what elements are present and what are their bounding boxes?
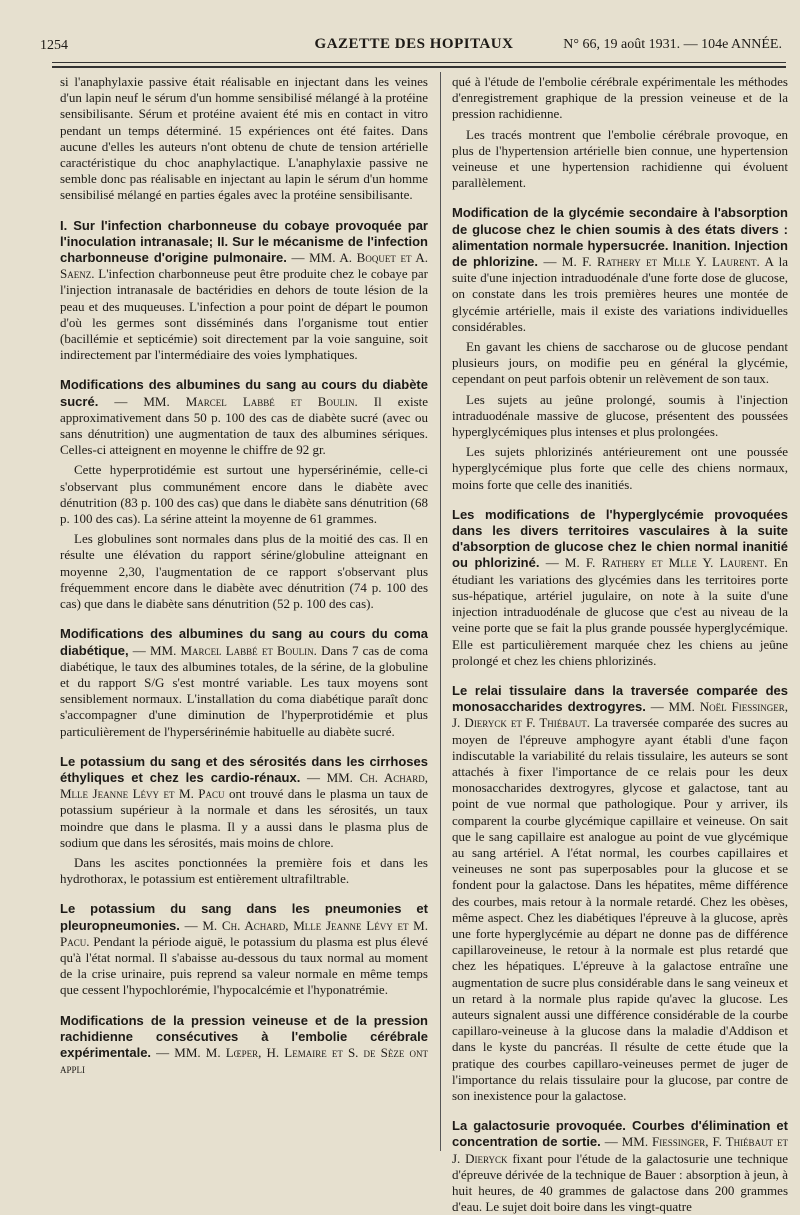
section-authors: — MM. A. Boquet et A. Saenz. bbox=[60, 250, 428, 282]
column-divider bbox=[440, 72, 441, 1151]
section-paragraph: Les sujets phlorizinés antérieurement ont une poussée hyperglycémique plus forte que celle des chiens normaux, moins forte que celle des inanitiés. bbox=[452, 444, 788, 492]
section-authors: — MM. M. Lœper, H. Lemaire et S. de Sèze ont appli bbox=[60, 1044, 428, 1077]
section-heading: Modifications des albumines du sang au cours du coma diabétique, bbox=[60, 626, 428, 658]
section-glycemie-absorption bbox=[452, 205, 788, 492]
section-paragraph: En gavant les chiens de saccharose ou de glucose pendant plusieurs jours, on modifie peu en général la glycémie, cependant on peut parfois obtenir un relèvement de son taux. bbox=[452, 339, 788, 387]
section-body: ont trouvé dans le plasma un taux de potassium supérieur à la normale et dans les sérosités, un taux moindre que dans le plasma. Il y a aussi dans le plasma plus de sodium que dans les sérosités, mais moins de chlore. bbox=[60, 786, 429, 850]
section-authors: — M. F. Rathery et Mlle Y. Laurent. bbox=[543, 254, 760, 270]
section-infection-charbonneuse bbox=[60, 218, 428, 364]
page-header bbox=[36, 36, 792, 58]
section-heading: Le relai tissulaire dans la traversée comparée des monosaccharides dextrogyres. bbox=[452, 682, 788, 715]
section-potassium-cirrhoses bbox=[60, 754, 428, 888]
section-paragraph: Les sujets au jeûne prolongé, soumis à l'injection intraduodénale massive de glucose, présentent des poussées hyperglycémiques plus intenses et plus prolongées. bbox=[452, 391, 788, 440]
section-relai-tissulaire bbox=[452, 683, 788, 1104]
left-column bbox=[60, 74, 428, 1151]
right-column bbox=[452, 74, 789, 1215]
section-heading: Les modifications de l'hyperglycémie provoquées dans les divers territoires vasculaires à la suite d'absorption de glucose chez le chien normal inanitié ou phloriziné. bbox=[452, 506, 788, 571]
section-body: En étudiant les variations des glycémies dans les territoires porte sus-hépatique, artériel jugulaire, on note à la suite d'une injection intraduodénale de glucose que c'est au niveau de la veine porte que se fait la plus grande poussée hyperglycémique. Elle est particulièrement marquée chez les chiens au jeûne prolongé et chez les chiens phlorizinés. bbox=[452, 555, 789, 668]
section-paragraph: Les tracés montrent que l'embolie cérébrale provoque, en plus de l'hypertension artérielle bien connue, une hypertension veineuse et une hypertension rachidienne qui évoluent parallèlement. bbox=[452, 126, 788, 191]
section-pression-veineuse bbox=[60, 1013, 428, 1078]
header-rule bbox=[52, 62, 786, 63]
section-body: fixant pour l'étude de la galactosurie une technique d'épreuve dérivée de la technique de Bauer : absorption à jeun, à huit heures, de 40 grammes de galactose dans 200 grammes d'eau. Le sujet doit boire dans les vingt-quatre bbox=[452, 1150, 788, 1215]
section-paragraph: Les globulines sont normales dans plus de la moitié des cas. Il en résulte une élévation du rapport sérine/globuline atteignant en moyenne 2,30, l'augmentation de ce rapport s'observant plus fréquemment encore dans le diabète avec dénutrition (74 p. 100 des cas) que dans le diabète sans dénutrition (52 p. 100 des cas). bbox=[60, 531, 428, 612]
section-authors: — MM. Marcel Labbé et Boulin. bbox=[114, 393, 358, 409]
section-body: La traversée comparée des sucres au moyen de l'épreuve amphogyre ayant établi d'une façon indiscutable la variabilité du relais tissulaire, les auteurs se sont attachés à fixer l'importance de ce relais pour les deux monosaccharides dextrogyres, glycose et galactose, tant au point de vue normal que pathologique. Pour y arriver, ils comparent la courbe glycémique capillaire et veineuse. On sait que le sang capillaire est analogue au point de vue glycémique au sang artériel. A l'état normal, les courbes capillaires et veineuses ne sont pas superposables pour la glucose et se fondent pour la galactose. Dans les hépatites, même différence des courbes, mais retour à la normale retardé. Chez les obèses, même aspect. Chez les diabétiques l'épreuve à la glucose, après une forte hyperglycémie au départ ne donne pas de différence capillaroveineuse, le retour à la normale est plus retardé que chez les hépatiques. L'épreuve à la galactose entraîne une augmentation de sucre plus considérable dans le sang veineux et un retard à la normale plus rapide qu'avec la glucose. Les auteurs signalent aussi une différence considérable de la courbe capillaro-veineuse à la glucose dans la maladie d'Addison et dans le kyste du pancréas. Il résulte de cette étude que la pratique des courbes capillaro-veineuses permet de juger de l'importance du relais tissulaire pour la glucose, par contre de son inexistence pour la galactose. bbox=[452, 715, 789, 1103]
section-heading: La galactosurie provoquée. Courbes d'élimination et concentration de sortie. bbox=[452, 1118, 788, 1150]
section-authors: — MM. Ch. Achard, Mlle Jeanne Lévy et M. Pacu bbox=[60, 769, 429, 802]
section-paragraph: Cette hyperprotidémie est surtout une hypersérinémie, celle-ci s'observant plus communément encore dans le diabète avec dénutrition (83 p. 100 des cas) que dans le diabète sans dénutrition (68 p. 100 des cas). La sérine atteint la moyenne de 61 grammes. bbox=[60, 462, 428, 527]
section-albumines-diabete bbox=[60, 377, 428, 612]
section-potassium-pneumonies bbox=[60, 901, 428, 998]
section-heading: Le potassium du sang et des sérosités dans les cirrhoses éthyliques et chez les cardio-rénaux. bbox=[60, 753, 428, 785]
section-albumines-coma bbox=[60, 626, 428, 739]
section-paragraph: Dans les ascites ponctionnées la première fois et dans les hydrothorax, le potassium est entièrement ultrafiltrable. bbox=[60, 854, 428, 887]
continued-paragraph: qué à l'étude de l'embolie cérébrale expérimentale les méthodes d'enregistrement graphique de la pression veineuse et de la pression rachidienne. bbox=[452, 74, 788, 122]
section-heading: Le potassium du sang dans les pneumonies et pleuropneumonies. bbox=[60, 901, 428, 933]
journal-title: GAZETTE DES HOPITAUX bbox=[314, 36, 514, 52]
section-heading: Modifications de la pression veineuse et de la pression rachidienne consécutives à l'embolie cérébrale expérimentale. bbox=[60, 1012, 428, 1060]
section-body: Dans 7 cas de coma diabétique, le taux des albumines totales, de la sérine, de la globuline et du rapport S/G s'est montré variable. Les taux moyens sont sensiblement normaux. L'installation du coma diabétique paraît donc s'accompagner d'une diminution de l'hyperprotidémie et plus particulièrement de l'hypersérinémie habituelle au diabète sucré. bbox=[60, 642, 429, 739]
intro-paragraph: si l'anaphylaxie passive était réalisable en injectant dans les veines d'un lapin neuf le sérum d'un homme sensibilisé mélangé à la protéine sensibilisante. Sérum et protéine avaient été mis en contact in vitro pendant un temps déterminé. 15 expériences ont été faites. Dans aucune d'elles les auteurs n'ont obtenu de chute de tension artérielle caractéristique du choc anaphylactique. L'anaphylaxie passive ne semble donc pas réalisable en injectant au lapin le sérum d'un homme sensibilisé mélangé en parties égales avec la protéine sensibilisante. bbox=[60, 74, 428, 203]
section-hyperglycemie-territoires bbox=[452, 507, 788, 669]
section-authors: — M. F. Rathery et Mlle Y. Laurent. bbox=[545, 555, 768, 571]
section-heading: Modifications des albumines du sang au cours du diabète sucré. bbox=[60, 377, 428, 409]
section-galactosurie bbox=[452, 1118, 788, 1215]
section-body: A la suite d'une injection intraduodénale d'une forte dose de glucose, on constate dans les trois premières heures une montée de glycémie artérielle, mais il existe des variations individuelles considérables. bbox=[452, 254, 788, 334]
section-authors: — MM. Fiessinger, F. Thiébaut et J. Dieryck bbox=[452, 1134, 789, 1166]
section-body: Pendant la période aiguë, le potassium du plasma est plus élevé qu'à l'état normal. Il s'abaisse au-dessous du taux normal au moment de la crise urinaire, puis reprend sa valeur normale en même temps que cessent l'hypochlorémie, l'hypocalcémie et l'hyponatrémie. bbox=[60, 933, 429, 998]
section-body: L'infection charbonneuse peut être produite chez le cobaye par l'injection intranasale de bactéridies en dehors de toute lésion de la peau et des muqueuses. L'infection a pour point de départ le poumon d'où les germes sont disséminés dans l'organisme tout entier (bacillémie et septicémie) soit directement par la voie sanguine, soit indirectement par l'intermédiaire des voies lymphatiques. bbox=[60, 266, 429, 363]
section-body: Il existe approximativement dans 50 p. 100 des cas de diabète sucré (avec ou sans dénutrition) une augmentation de taux des albumines sériques. Celles-ci atteignent en moyenne le chiffre de 92 gr. bbox=[60, 393, 429, 458]
header-rule-thick bbox=[52, 66, 786, 68]
section-authors: — MM. Noël Fiessinger, J. Dieryck et F. Thiébaut. bbox=[452, 699, 789, 731]
section-heading: I. Sur l'infection charbonneuse du cobaye provoquée par l'inoculation intranasale; II. Sur le mécanisme de l'infection charbonneuse d'origine pulmonaire. bbox=[60, 217, 428, 266]
section-authors: — M. Ch. Achard, Mlle Jeanne Lévy et M. Pacu. bbox=[60, 917, 428, 949]
page-number: 1254 bbox=[40, 38, 68, 53]
section-authors: — MM. Marcel Labbé et Boulin. bbox=[132, 642, 317, 658]
section-heading: Modification de la glycémie secondaire à l'absorption de glucose chez le chien soumis à des états divers : alimentation normale hypersucrée. Inanition. Injection de phlorizine. bbox=[452, 205, 788, 270]
issue-info: N° 66, 19 août 1931. — 104e ANNÉE. bbox=[563, 37, 782, 52]
